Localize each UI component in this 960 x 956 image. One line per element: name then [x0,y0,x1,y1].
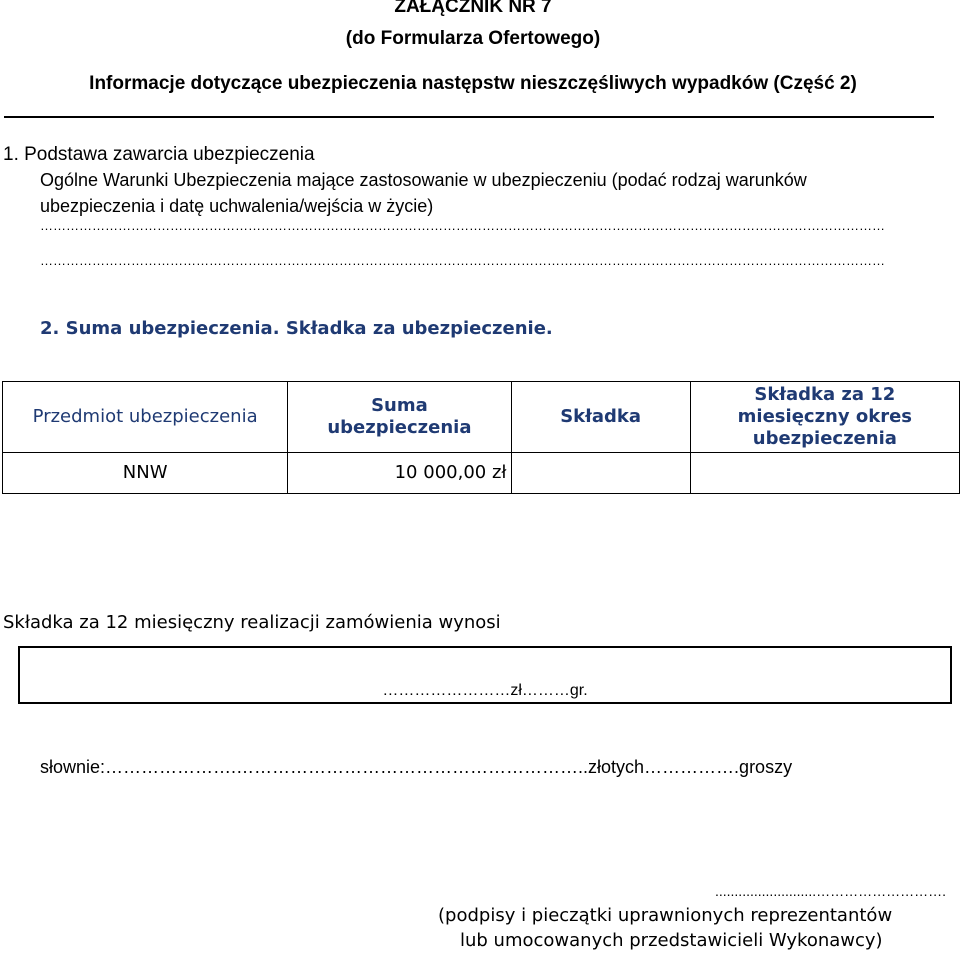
cell-premium[interactable] [511,453,690,494]
fill-in-dots-line1[interactable]: …………………………………………………………………………………………………………………………………………………………………………… [40,218,885,233]
title-underline [4,116,934,118]
attachment-number: ZAŁĄCZNIK NR 7 [394,0,552,17]
header-subject [3,382,288,453]
header-sum-line1: Suma [371,395,428,416]
attachment-subtitle: (do Formularza Ofertowego) [345,28,601,49]
section2-heading: 2. Suma ubezpieczenia. Składka za ubezpieczenie. [40,318,553,339]
header-period-line1: Składka za 12 [754,384,896,405]
section1-text-line2: ubezpieczenia i datę uchwalenia/wejścia w życie) [40,196,434,216]
table-header-row [3,382,960,453]
header-sum-line2: ubezpieczenia [327,417,472,438]
insurance-table [2,381,960,494]
premium-amount-text: ……………………zł………gr. [382,682,588,699]
header-sum [288,382,511,453]
header-period-line3: ubezpieczenia [752,428,897,449]
amount-in-words[interactable]: słownie:………………….…………………………………………………..złotych…………….groszy [40,757,793,777]
signature-dots[interactable]: ..........................………………………. [714,883,946,899]
signature-caption-line1: (podpisy i pieczątki uprawnionych reprezentantów [438,905,893,926]
header-subject-label: Przedmiot ubezpieczenia [32,406,258,427]
table-row [3,453,960,494]
section1-text-line1: Ogólne Warunki Ubezpieczenia mające zastosowanie w ubezpieczeniu (podać rodzaj warunków [40,170,807,190]
header-premium-label: Składka [560,406,641,427]
signature-caption-line2: lub umocowanych przedstawicieli Wykonawcy) [460,930,883,951]
header-period-premium [690,382,959,453]
cell-period-premium[interactable] [690,453,959,494]
section1-heading: 1. Podstawa zawarcia ubezpieczenia [3,144,315,165]
premium-total-label: Składka za 12 miesięczny realizacji zamówienia wynosi [3,612,501,633]
cell-sum: 10 000,00 zł [288,453,511,494]
premium-amount-box[interactable] [18,646,952,704]
header-period-line2: miesięczny okres [737,406,912,427]
header-premium [511,382,690,453]
fill-in-dots-line2[interactable]: …………………………………………………………………………………………………………………………………………………………………………… [40,253,885,268]
cell-subject: NNW [3,453,288,494]
document-title: Informacje dotyczące ubezpieczenia następstw nieszczęśliwych wypadków (Część 2) [89,73,857,94]
